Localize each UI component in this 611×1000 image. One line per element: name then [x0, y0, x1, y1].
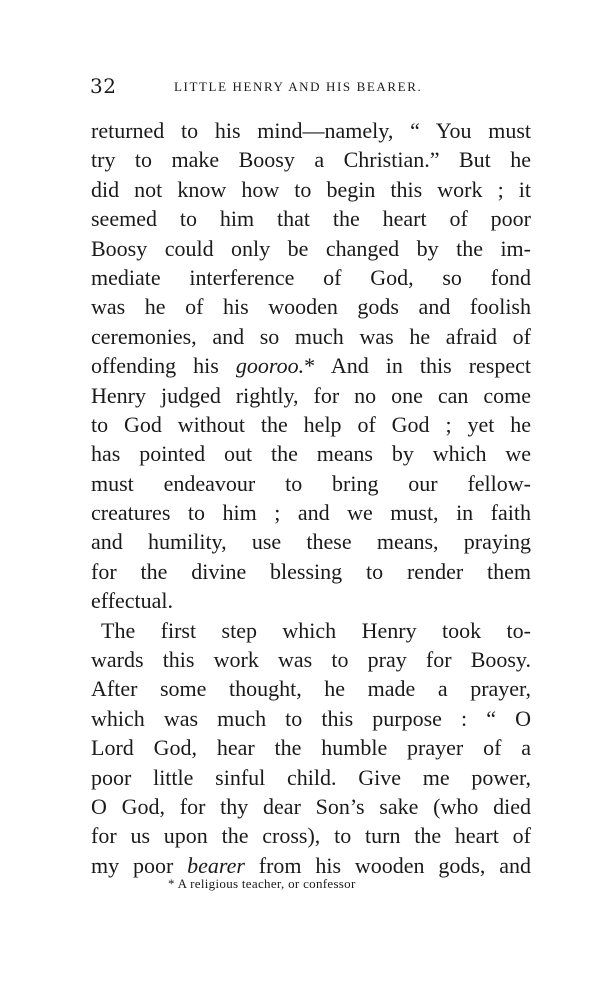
text-line: for us upon the cross), to turn the heart of — [91, 823, 531, 849]
running-title: LITTLE HENRY AND HIS BEARER. — [174, 79, 423, 94]
text-line: try to make Boosy a Christian.” But he — [91, 147, 531, 173]
text-line: Lord God, hear the humble prayer of a — [91, 735, 531, 761]
paragraph-end-line: effectual. — [91, 588, 174, 614]
text-line: to God without the help of God ; yet he — [91, 411, 531, 437]
text-line: mediate interference of God, so fond — [91, 264, 531, 290]
text-line: did not know how to begin this work ; it — [91, 176, 531, 202]
text-line: must endeavour to bring our fellow- — [91, 470, 531, 496]
text-line: and humility, use these means, praying — [91, 529, 531, 555]
text-line: Boosy could only be changed by the im- — [91, 235, 531, 261]
text-line: returned to his mind—namely, “ You must — [91, 118, 531, 143]
text-line: has pointed out the means by which we — [91, 441, 531, 467]
footnote: * A religious teacher, or confessor — [168, 876, 356, 891]
text-line: offending his gooroo.* And in this respect — [91, 353, 531, 379]
text-line: wards this work was to pray for Boosy. — [91, 647, 531, 673]
paragraph-start-line: The first step which Henry took to- — [101, 617, 531, 643]
text-line: ceremonies, and so much was he afraid of — [91, 323, 531, 349]
text-line: was he of his wooden gods and foolish — [91, 294, 531, 320]
page-number: 32 — [90, 74, 117, 98]
italic-word: bearer — [187, 852, 245, 878]
text-line: Henry judged rightly, for no one can come — [91, 382, 531, 408]
text-line: which was much to this purpose : “ O — [91, 705, 531, 731]
body-text — [91, 116, 531, 880]
text-line: O God, for thy dear Son’s sake (who died — [91, 793, 531, 819]
page-header — [90, 74, 530, 104]
text-line: After some thought, he made a prayer, — [91, 676, 531, 702]
text-line: my poor bearer from his wooden gods, and — [91, 852, 531, 878]
italic-word: gooroo. — [235, 353, 305, 379]
text-line: seemed to him that the heart of poor — [91, 206, 531, 232]
text-line: creatures to him ; and we must, in faith — [91, 500, 531, 526]
text-line: for the divine blessing to render them — [91, 558, 531, 584]
text-line: poor little sinful child. Give me power, — [91, 764, 531, 790]
